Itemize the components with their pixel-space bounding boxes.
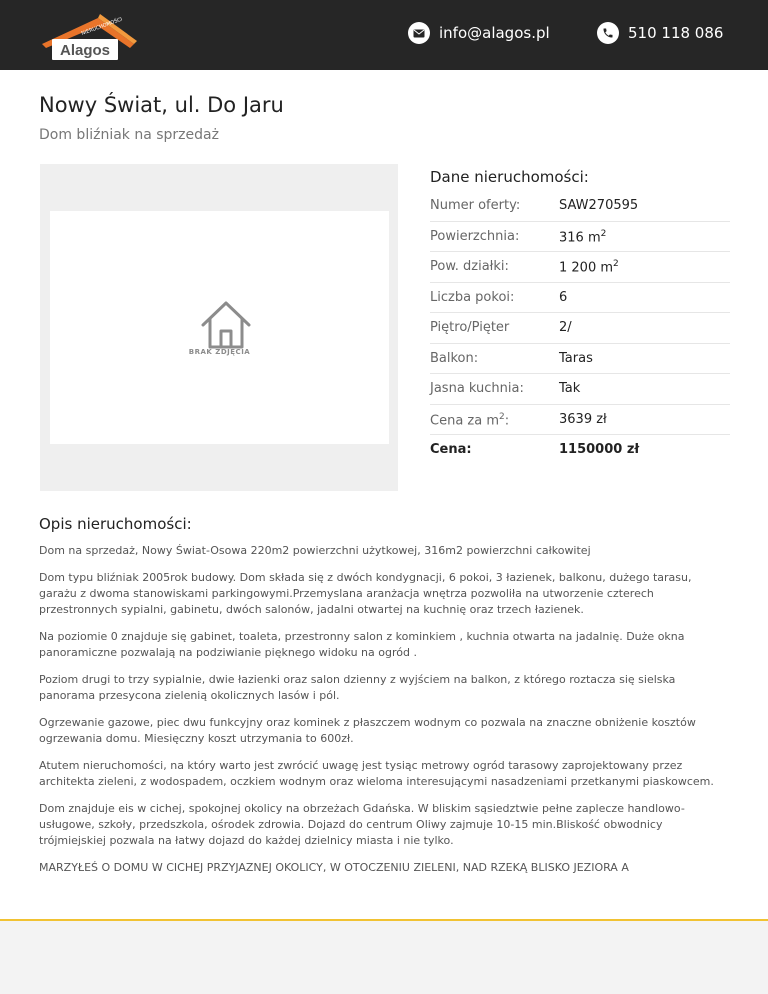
alagos-logo[interactable] bbox=[38, 14, 138, 64]
property-label: Jasna kuchnia: bbox=[430, 381, 524, 396]
listing-title: Nowy Świat, ul. Do Jaru bbox=[39, 93, 284, 117]
property-label: Powierzchnia: bbox=[430, 228, 520, 244]
property-row bbox=[430, 313, 730, 344]
property-value: 6 bbox=[559, 289, 568, 305]
description-body bbox=[39, 543, 729, 887]
property-row bbox=[430, 191, 730, 222]
property-row bbox=[430, 405, 730, 436]
property-value: 316 $m^2$ bbox=[559, 228, 607, 245]
phone-text[interactable]: 510 118 086 bbox=[628, 24, 724, 42]
property-row bbox=[430, 374, 730, 405]
properties-table bbox=[430, 191, 730, 465]
property-row bbox=[430, 344, 730, 375]
price-label: Cena: bbox=[430, 442, 472, 457]
description-paragraph: Ogrzewanie gazowe, piec dwu funkcyjny oraz kominek z płaszczem wodnym co pozwala na znaczne obniżenie kosztów ogrzewania domu. Miesięczny koszt utrzymania to 600zł. bbox=[39, 716, 696, 745]
property-row bbox=[430, 283, 730, 314]
property-value: 1 200 $m^2$ bbox=[559, 259, 619, 276]
photo-frame bbox=[50, 211, 389, 444]
property-label: Pow. działki: bbox=[430, 259, 509, 274]
properties-heading: Dane nieruchomości: bbox=[430, 168, 589, 186]
property-row bbox=[430, 252, 730, 283]
property-value: 2/ bbox=[559, 320, 572, 335]
description-paragraph: MARZYŁEŚ O DOMU W CICHEJ PRZYJAZNEJ OKOLICY, W OTOCZENIU ZIELENI, NAD RZEKĄ BLISKO JEZIORA A bbox=[39, 861, 629, 874]
svg-text:NIERUCHOMOŚCI: NIERUCHOMOŚCI bbox=[80, 16, 124, 37]
property-label: Liczba pokoi: bbox=[430, 289, 515, 305]
description-paragraph: Dom znajduje eis w cichej, spokojnej okolicy na obrzeżach Gdańska. W bliskim sąsiedztwie pełne zaplecze handlowo-usługowe, szkoły, przedszkola, ośrodek zdrowia. Dojazd do centrum Oliwy zajmuje 10-15 min.Bliskość obwodnicy trójmiejskiej pozwala na łatwy dojazd do każdej dzielnicy miasta i nie tylko. bbox=[39, 802, 685, 847]
price-value: 1150000 zł bbox=[559, 442, 640, 457]
description-paragraph: Dom na sprzedaż, Nowy Świat-Osowa 220m2 powierzchni użytkowej, 316m2 powierzchni całkowitej bbox=[39, 544, 591, 557]
description-paragraph: Dom typu bliźniak 2005rok budowy. Dom składa się z dwóch kondygnacji, 6 pokoi, 3 łazienek, balkonu, dużego tarasu, garażu z dwoma stanowiskami parkingowymi.Przemyslana aranżacja wnętrza pozwoliła na utworzenie czterech przestronnych sypialni, gabinetu, dwóch salonów, jadalni otwartej na kuchnię oraz trzech łazienek. bbox=[39, 571, 692, 616]
listing-subtitle: Dom bliźniak na sprzedaż bbox=[39, 127, 219, 143]
top-bar bbox=[0, 0, 768, 70]
property-value: Tak bbox=[559, 381, 581, 396]
envelope-icon bbox=[408, 22, 430, 44]
property-value: Taras bbox=[559, 350, 593, 366]
footer bbox=[0, 921, 768, 994]
email-text[interactable]: info@alagos.pl bbox=[439, 24, 550, 42]
photo-placeholder[interactable] bbox=[40, 164, 398, 491]
house-icon bbox=[200, 299, 252, 351]
email-contact[interactable] bbox=[408, 22, 550, 44]
property-value: 3639 zł bbox=[559, 411, 607, 427]
property-label: Balkon: bbox=[430, 350, 479, 366]
property-label: Numer oferty: bbox=[430, 198, 521, 213]
phone-contact[interactable] bbox=[597, 22, 723, 44]
description-heading: Opis nieruchomości: bbox=[39, 515, 192, 533]
property-label: Cena za $m^2$: bbox=[430, 411, 510, 428]
property-row bbox=[430, 222, 730, 253]
description-paragraph: Poziom drugi to trzy sypialnie, dwie łazienki oraz salon dzienny z wyjściem na balkon, z którego roztacza się sielska panorama przesycona zielenią okolicznych lasów i pól. bbox=[39, 673, 676, 702]
property-label: Piętro/Pięter bbox=[430, 320, 510, 335]
description-paragraph: Atutem nieruchomości, na który warto jest zwrócić uwagę jest tysiąc metrowy ogród tarasowy zaprojektowany przez architekta zieleni, z wodospadem, oczkiem wodnym oraz wieloma interesującymi nasadzeniami przetkanymi piaskowcem. bbox=[39, 759, 714, 788]
no-photo-label: BRAK ZDJĘCIA bbox=[188, 348, 251, 356]
property-value: SAW270595 bbox=[559, 198, 639, 213]
svg-text:Alagos: Alagos bbox=[59, 42, 111, 59]
phone-icon bbox=[597, 22, 619, 44]
description-paragraph: Na poziomie 0 znajduje się gabinet, toaleta, przestronny salon z kominkiem , kuchnia otwarta na jadalnię. Duże okna panoramiczne pozwalają na podziwianie pięknego widoku na ogród . bbox=[39, 630, 685, 659]
price-row bbox=[430, 435, 730, 465]
